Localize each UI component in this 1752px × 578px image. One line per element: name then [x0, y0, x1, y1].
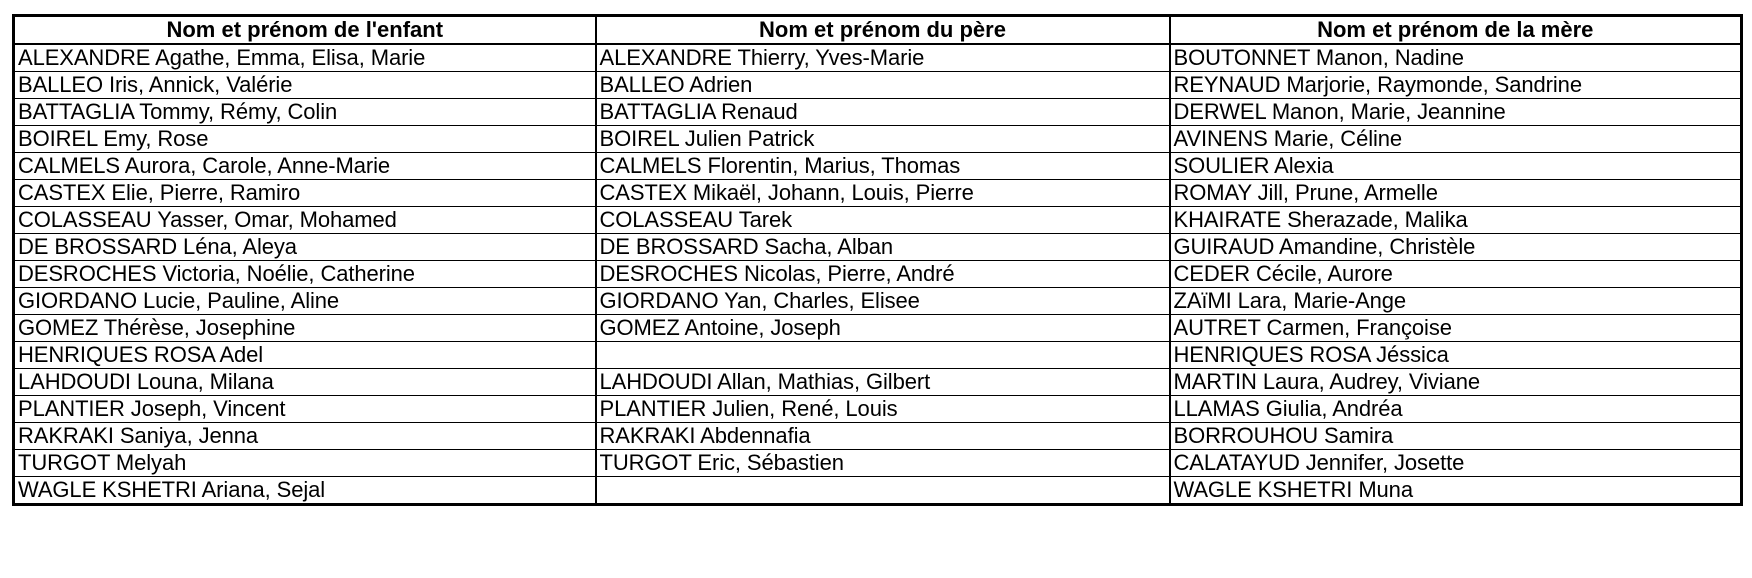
father-name-cell: PLANTIER Julien, René, Louis	[596, 396, 1170, 423]
mother-name-cell: GUIRAUD Amandine, Christèle	[1170, 234, 1742, 261]
child-name-cell: CASTEX Elie, Pierre, Ramiro	[14, 180, 596, 207]
child-name-cell: HENRIQUES ROSA Adel	[14, 342, 596, 369]
table-row	[14, 207, 1742, 234]
father-name-cell: ALEXANDRE Thierry, Yves-Marie	[596, 44, 1170, 72]
child-name-cell: DE BROSSARD Léna, Aleya	[14, 234, 596, 261]
father-name-cell: BALLEO Adrien	[596, 72, 1170, 99]
mother-name-cell: CEDER Cécile, Aurore	[1170, 261, 1742, 288]
child-name-cell: ALEXANDRE Agathe, Emma, Elisa, Marie	[14, 44, 596, 72]
table-row	[14, 126, 1742, 153]
child-name-cell: GOMEZ Thérèse, Josephine	[14, 315, 596, 342]
father-name-cell: CALMELS Florentin, Marius, Thomas	[596, 153, 1170, 180]
mother-name-cell: MARTIN Laura, Audrey, Viviane	[1170, 369, 1742, 396]
table-row	[14, 315, 1742, 342]
child-name-cell: CALMELS Aurora, Carole, Anne-Marie	[14, 153, 596, 180]
mother-name-cell: REYNAUD Marjorie, Raymonde, Sandrine	[1170, 72, 1742, 99]
child-name-cell: BOIREL Emy, Rose	[14, 126, 596, 153]
table-row	[14, 450, 1742, 477]
father-name-cell: GOMEZ Antoine, Joseph	[596, 315, 1170, 342]
table-row	[14, 369, 1742, 396]
father-name-cell: RAKRAKI Abdennafia	[596, 423, 1170, 450]
father-name-cell: BOIREL Julien Patrick	[596, 126, 1170, 153]
table-row	[14, 477, 1742, 505]
child-name-cell: LAHDOUDI Louna, Milana	[14, 369, 596, 396]
father-name-cell: CASTEX Mikaël, Johann, Louis, Pierre	[596, 180, 1170, 207]
child-name-cell: RAKRAKI Saniya, Jenna	[14, 423, 596, 450]
table-row	[14, 288, 1742, 315]
mother-name-cell: ROMAY Jill, Prune, Armelle	[1170, 180, 1742, 207]
child-name-cell: WAGLE KSHETRI Ariana, Sejal	[14, 477, 596, 505]
father-name-cell: DE BROSSARD Sacha, Alban	[596, 234, 1170, 261]
child-name-cell: PLANTIER Joseph, Vincent	[14, 396, 596, 423]
table-row	[14, 423, 1742, 450]
mother-name-cell: WAGLE KSHETRI Muna	[1170, 477, 1742, 505]
birth-records-table	[12, 14, 1743, 506]
father-name-cell: DESROCHES Nicolas, Pierre, André	[596, 261, 1170, 288]
table-row	[14, 342, 1742, 369]
child-name-cell: BALLEO Iris, Annick, Valérie	[14, 72, 596, 99]
father-name-cell: GIORDANO Yan, Charles, Elisee	[596, 288, 1170, 315]
table-row	[14, 153, 1742, 180]
mother-name-cell: KHAIRATE Sherazade, Malika	[1170, 207, 1742, 234]
table-row	[14, 99, 1742, 126]
mother-name-cell: DERWEL Manon, Marie, Jeannine	[1170, 99, 1742, 126]
table-row	[14, 261, 1742, 288]
father-name-cell: TURGOT Eric, Sébastien	[596, 450, 1170, 477]
table-row	[14, 44, 1742, 72]
mother-name-cell: CALATAYUD Jennifer, Josette	[1170, 450, 1742, 477]
father-name-cell	[596, 477, 1170, 505]
header-father-name: Nom et prénom du père	[596, 16, 1170, 45]
mother-name-cell: LLAMAS Giulia, Andréa	[1170, 396, 1742, 423]
mother-name-cell: ZAïMI Lara, Marie-Ange	[1170, 288, 1742, 315]
father-name-cell: BATTAGLIA Renaud	[596, 99, 1170, 126]
child-name-cell: BATTAGLIA Tommy, Rémy, Colin	[14, 99, 596, 126]
table-row	[14, 234, 1742, 261]
table-row	[14, 180, 1742, 207]
table-row	[14, 72, 1742, 99]
table-row	[14, 396, 1742, 423]
child-name-cell: DESROCHES Victoria, Noélie, Catherine	[14, 261, 596, 288]
birth-records-sheet	[12, 14, 1740, 506]
child-name-cell: GIORDANO Lucie, Pauline, Aline	[14, 288, 596, 315]
father-name-cell: COLASSEAU Tarek	[596, 207, 1170, 234]
table-body	[14, 44, 1742, 505]
father-name-cell	[596, 342, 1170, 369]
mother-name-cell: BOUTONNET Manon, Nadine	[1170, 44, 1742, 72]
mother-name-cell: HENRIQUES ROSA Jéssica	[1170, 342, 1742, 369]
father-name-cell: LAHDOUDI Allan, Mathias, Gilbert	[596, 369, 1170, 396]
child-name-cell: COLASSEAU Yasser, Omar, Mohamed	[14, 207, 596, 234]
header-row	[14, 16, 1742, 45]
header-mother-name: Nom et prénom de la mère	[1170, 16, 1742, 45]
mother-name-cell: AUTRET Carmen, Françoise	[1170, 315, 1742, 342]
mother-name-cell: SOULIER Alexia	[1170, 153, 1742, 180]
child-name-cell: TURGOT Melyah	[14, 450, 596, 477]
header-child-name: Nom et prénom de l'enfant	[14, 16, 596, 45]
mother-name-cell: AVINENS Marie, Céline	[1170, 126, 1742, 153]
mother-name-cell: BORROUHOU Samira	[1170, 423, 1742, 450]
